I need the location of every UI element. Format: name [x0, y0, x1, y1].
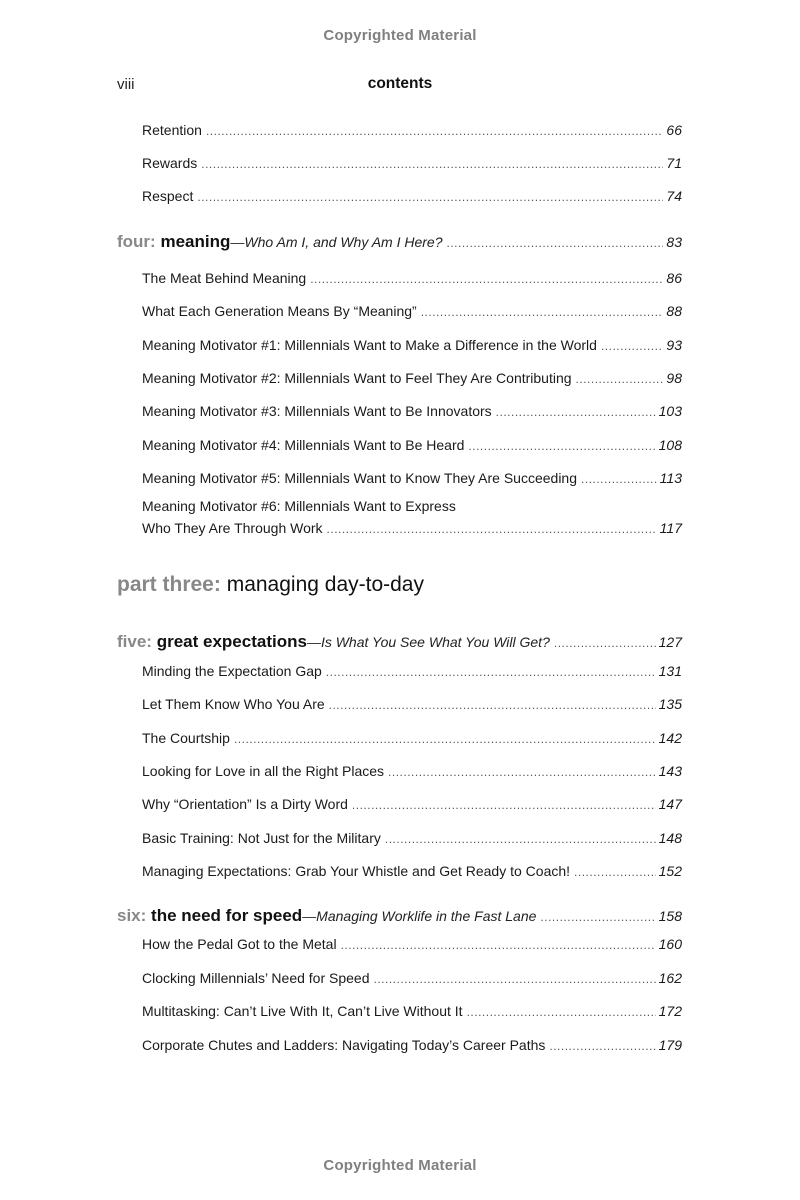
leader-dots — [554, 636, 656, 650]
leader-dots — [234, 732, 656, 746]
leader-dots — [374, 972, 656, 986]
toc-entry-page: 93 — [666, 337, 682, 353]
toc-entry-title: The Meat Behind Meaning — [142, 270, 307, 286]
chapter-heading-four[interactable] — [117, 232, 682, 252]
toc-entry[interactable] — [142, 122, 682, 138]
leader-dots — [540, 910, 655, 924]
toc-entry-title: Meaning Motivator #1: Millennials Want to Make a Difference in the World — [142, 337, 597, 353]
toc-entry-title: Respect — [142, 188, 194, 204]
leader-dots — [601, 339, 663, 353]
toc-entry-page: 71 — [666, 155, 682, 171]
leader-dots — [326, 665, 656, 679]
part-heading — [117, 573, 424, 597]
toc-entry-page: 162 — [658, 970, 682, 986]
toc-entry-title-line1[interactable]: Meaning Motivator #6: Millennials Want to Express — [142, 498, 456, 514]
leader-dots — [549, 1039, 655, 1053]
leader-dots — [421, 305, 664, 319]
watermark-top: Copyrighted Material — [323, 27, 477, 44]
leader-dots — [388, 765, 656, 779]
toc-entry[interactable] — [142, 470, 682, 486]
leader-dots — [341, 938, 656, 952]
toc-entry-title: Corporate Chutes and Ladders: Navigating Today’s Career Paths — [142, 1037, 546, 1053]
page-number: viii — [117, 76, 135, 93]
toc-entry[interactable] — [142, 1003, 682, 1019]
toc-entry-page: 74 — [666, 188, 682, 204]
toc-entry[interactable] — [142, 830, 682, 846]
part-label: part three: — [117, 573, 221, 596]
chapter-page: 83 — [666, 234, 682, 250]
toc-entry-page: 98 — [666, 370, 682, 386]
chapter-heading-five[interactable] — [117, 632, 682, 652]
toc-entry-page: 66 — [666, 122, 682, 138]
part-title: managing day-to-day — [226, 573, 424, 596]
running-title: contents — [367, 75, 433, 92]
toc-entry-title: The Courtship — [142, 730, 230, 746]
toc-entry-title: What Each Generation Means By “Meaning” — [142, 303, 417, 319]
chapter-page: 158 — [658, 908, 682, 924]
toc-entry[interactable] — [142, 270, 682, 286]
toc-entry-title: Retention — [142, 122, 202, 138]
leader-dots — [447, 236, 664, 250]
toc-entry-title: Clocking Millennials’ Need for Speed — [142, 970, 370, 986]
chapter-title: meaning — [160, 232, 231, 251]
toc-entry-page: 152 — [658, 863, 682, 879]
chapter-dash: — — [306, 634, 321, 650]
toc-entry-title: Basic Training: Not Just for the Military — [142, 830, 381, 846]
toc-entry[interactable] — [142, 863, 682, 879]
leader-dots — [468, 439, 655, 453]
toc-entry-page: 86 — [666, 270, 682, 286]
toc-entry[interactable] — [142, 188, 682, 204]
toc-entry-title: Let Them Know Who You Are — [142, 696, 325, 712]
toc-entry-page: 172 — [658, 1003, 682, 1019]
toc-entry-page: 147 — [658, 796, 682, 812]
chapter-page: 127 — [658, 634, 682, 650]
toc-entry[interactable] — [142, 437, 682, 453]
toc-entry-title: Looking for Love in all the Right Places — [142, 763, 385, 779]
leader-dots — [496, 405, 656, 419]
chapter-heading-six[interactable] — [117, 906, 682, 926]
toc-entry-title: Multitasking: Can’t Live With It, Can’t Live Without It — [142, 1003, 463, 1019]
toc-entry[interactable] — [142, 1037, 682, 1053]
toc-entry[interactable] — [142, 663, 682, 679]
toc-entry[interactable] — [142, 370, 682, 386]
toc-entry-page: 113 — [659, 470, 682, 486]
toc-entry[interactable] — [142, 696, 682, 712]
chapter-subtitle: Managing Worklife in the Fast Lane — [316, 908, 537, 924]
toc-entry-page: 131 — [658, 663, 682, 679]
toc-entry-title: Managing Expectations: Grab Your Whistle and Get Ready to Coach! — [142, 863, 571, 879]
toc-entry[interactable] — [142, 337, 682, 353]
toc-entry-page: 88 — [666, 303, 682, 319]
toc-entry-page: 142 — [658, 730, 682, 746]
toc-entry-page: 179 — [658, 1037, 682, 1053]
leader-dots — [329, 698, 656, 712]
toc-entry[interactable] — [142, 730, 682, 746]
toc-entry-title: Meaning Motivator #3: Millennials Want to Be Innovators — [142, 403, 492, 419]
toc-entry-title: Minding the Expectation Gap — [142, 663, 322, 679]
toc-entry-title: Meaning Motivator #4: Millennials Want to Be Heard — [142, 437, 465, 453]
toc-entry-page: 117 — [659, 520, 682, 536]
leader-dots — [201, 157, 663, 171]
chapter-title: the need for speed — [151, 906, 303, 925]
leader-dots — [385, 832, 656, 846]
chapter-dash: — — [230, 234, 245, 250]
toc-entry-page: 160 — [658, 936, 682, 952]
chapter-subtitle: Is What You See What You Will Get? — [320, 634, 550, 650]
watermark-bottom: Copyrighted Material — [323, 1157, 477, 1174]
toc-entry-title: Rewards — [142, 155, 198, 171]
toc-entry[interactable] — [142, 303, 682, 319]
chapter-title: great expectations — [156, 632, 307, 651]
leader-dots — [327, 522, 657, 536]
toc-entry-page: 148 — [658, 830, 682, 846]
chapter-dash: — — [302, 908, 317, 924]
chapter-label: four: — [117, 232, 156, 251]
leader-dots — [352, 798, 656, 812]
toc-entry-page: 108 — [658, 437, 682, 453]
toc-entry[interactable] — [142, 520, 682, 536]
leader-dots — [467, 1005, 656, 1019]
toc-entry-page: 103 — [658, 403, 682, 419]
toc-entry-title: Meaning Motivator #2: Millennials Want to Feel They Are Contributing — [142, 370, 572, 386]
toc-entry-title-line2: Who They Are Through Work — [142, 520, 323, 536]
leader-dots — [581, 472, 657, 486]
toc-entry-page: 143 — [658, 763, 682, 779]
toc-entry[interactable] — [142, 403, 682, 419]
toc-entry[interactable] — [142, 796, 682, 812]
leader-dots — [197, 190, 663, 204]
toc-entry[interactable] — [142, 970, 682, 986]
leader-dots — [310, 272, 663, 286]
toc-entry-title: How the Pedal Got to the Metal — [142, 936, 337, 952]
leader-dots — [206, 124, 663, 138]
toc-entry-title: Why “Orientation” Is a Dirty Word — [142, 796, 348, 812]
toc-entry-page: 135 — [658, 696, 682, 712]
chapter-label: five: — [117, 632, 152, 651]
toc-entry[interactable] — [142, 155, 682, 171]
chapter-subtitle: Who Am I, and Why Am I Here? — [244, 234, 443, 250]
leader-dots — [574, 865, 656, 879]
toc-entry[interactable] — [142, 936, 682, 952]
toc-entry-title: Meaning Motivator #5: Millennials Want to Know They Are Succeeding — [142, 470, 578, 486]
chapter-label: six: — [117, 906, 147, 925]
toc-entry[interactable] — [142, 763, 682, 779]
leader-dots — [576, 372, 664, 386]
